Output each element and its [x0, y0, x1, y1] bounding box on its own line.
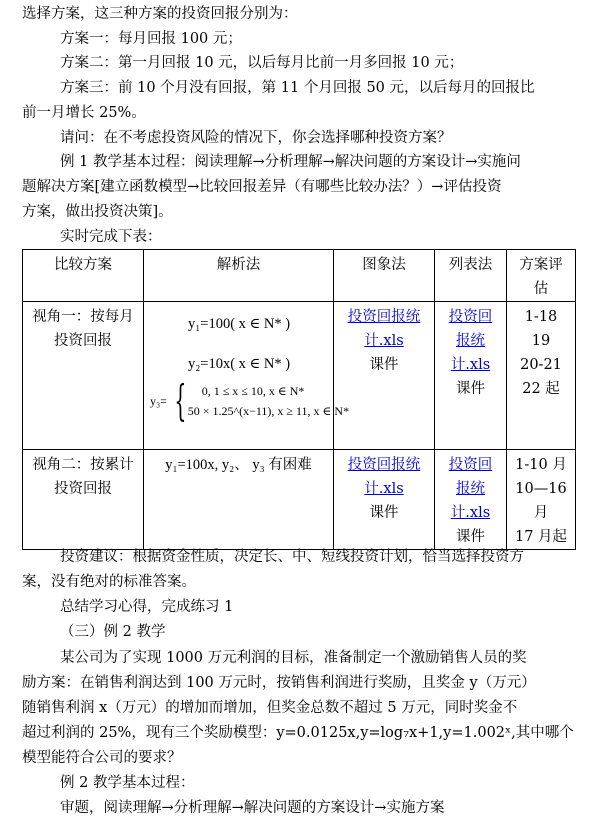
comparison-table	[22, 249, 576, 550]
text-line: 审题，阅读理解→分析理解→解决问题的方案设计→实施方案	[60, 800, 445, 816]
table-header: 图象法	[334, 250, 435, 302]
text-line: 前一月增长 25%。	[22, 105, 146, 121]
graph-method-cell	[334, 302, 435, 450]
evaluation-item: 月	[533, 505, 549, 521]
formula-y3-case1: 0, 1 ≤ x ≤ 10, x ∈ N*	[201, 384, 305, 398]
brace-icon: {	[174, 376, 187, 425]
formula-y1: y₁=100( x ∈ N* )	[188, 316, 291, 332]
text-line: 励方案：在销售利润达到 100 万元时，按销售利润进行奖励，且奖金 y（万元）	[22, 675, 536, 691]
table-header: 比较方案	[23, 250, 144, 302]
evaluation-item: 22 起	[522, 381, 560, 397]
list-method-cell	[435, 450, 507, 550]
text-line: 案，没有绝对的标准答案。	[22, 574, 196, 590]
formula-y3-prefix: y₃=	[150, 394, 167, 408]
text-line: 模型能符合公司的要求？	[22, 750, 182, 766]
text-line: 超过利润的 25%，现有三个奖励模型：y=0.0125x,y=log₇x+1,y=1.002ˣ,其中哪个	[22, 725, 574, 741]
text-line: 例 2 教学基本过程：	[60, 775, 195, 791]
courseware-label: 课件	[456, 529, 485, 545]
formula-y3-case2: 50 × 1.25^(x−11), x ≥ 11, x ∈ N*	[187, 404, 350, 418]
courseware-label: 课件	[369, 505, 399, 521]
graph-method-cell	[334, 450, 435, 550]
graph-file-link[interactable]: 投资回报统计.xls	[347, 309, 421, 349]
formula-y3	[150, 376, 350, 425]
list-method-cell	[435, 302, 507, 450]
graph-file-link[interactable]: 投资回报统计.xls	[347, 457, 421, 497]
row-label: 视角二：按累计投资回报	[23, 450, 144, 550]
evaluation-item: 17 月起	[514, 529, 568, 545]
text-line: 方案二：第一月回报 10 元，以后每月比前一月多回报 10 元；	[60, 55, 464, 71]
formula-cell	[144, 302, 350, 450]
table-header: 解析法	[144, 250, 334, 302]
table-row	[23, 302, 576, 450]
evaluation-cell	[507, 450, 576, 550]
section-heading: （三）例 2 教学	[60, 624, 166, 640]
text-line: 实时完成下表：	[60, 229, 162, 245]
table-header: 方案评估	[507, 250, 576, 302]
list-file-link[interactable]: 投资回报统计.xls	[448, 309, 493, 373]
text-line: 投资建议：根据资金性质，决定长、中、短线投资计划，恰当选择投资方	[60, 549, 524, 565]
evaluation-item: 20-21	[520, 357, 562, 373]
text-line: 方案三：前 10 个月没有回报，第 11 个月回报 50 元，以后每月的回报比	[60, 80, 535, 96]
text-line: 例 1 教学基本过程：阅读理解→分析理解→解决问题的方案设计→实施问	[60, 154, 521, 170]
formula-y2: y₂=10x( x ∈ N* )	[188, 356, 291, 372]
formula-cell: y₁=100x, y₂、 y₃ 有困难	[144, 450, 334, 550]
text-line: 题解决方案[建立函数模型→比较回报差异（有哪些比较办法？）→评估投资	[22, 179, 502, 195]
evaluation-item: 19	[531, 333, 551, 349]
text-line: 方案，做出投资决策]。	[22, 204, 173, 220]
text-line: 请问：在不考虑投资风险的情况下，你会选择哪种投资方案？	[60, 130, 452, 146]
evaluation-item: 1-18	[524, 309, 558, 325]
courseware-label: 课件	[456, 381, 485, 397]
evaluation-cell	[507, 302, 576, 450]
text-line: 方案一：每月回报 100 元；	[60, 31, 242, 47]
table-row	[23, 450, 576, 550]
evaluation-item: 1-10 月	[515, 457, 567, 473]
text-line: 总结学习心得，完成练习 1	[60, 599, 234, 615]
text-line: 某公司为了实现 1000 万元利润的目标，准备制定一个激励销售人员的奖	[60, 650, 527, 666]
text-line: 随销售利润 x（万元）的增加而增加，但奖金总数不超过 5 万元，同时奖金不	[22, 700, 518, 716]
courseware-label: 课件	[369, 357, 399, 373]
evaluation-item: 10—16	[515, 481, 567, 497]
list-file-link[interactable]: 投资回报统计.xls	[448, 457, 493, 521]
row-label: 视角一：按每月投资回报	[23, 302, 144, 450]
table-header-row	[23, 250, 576, 302]
table-header: 列表法	[435, 250, 507, 302]
text-line: 选择方案，这三种方案的投资回报分别为：	[22, 6, 298, 22]
